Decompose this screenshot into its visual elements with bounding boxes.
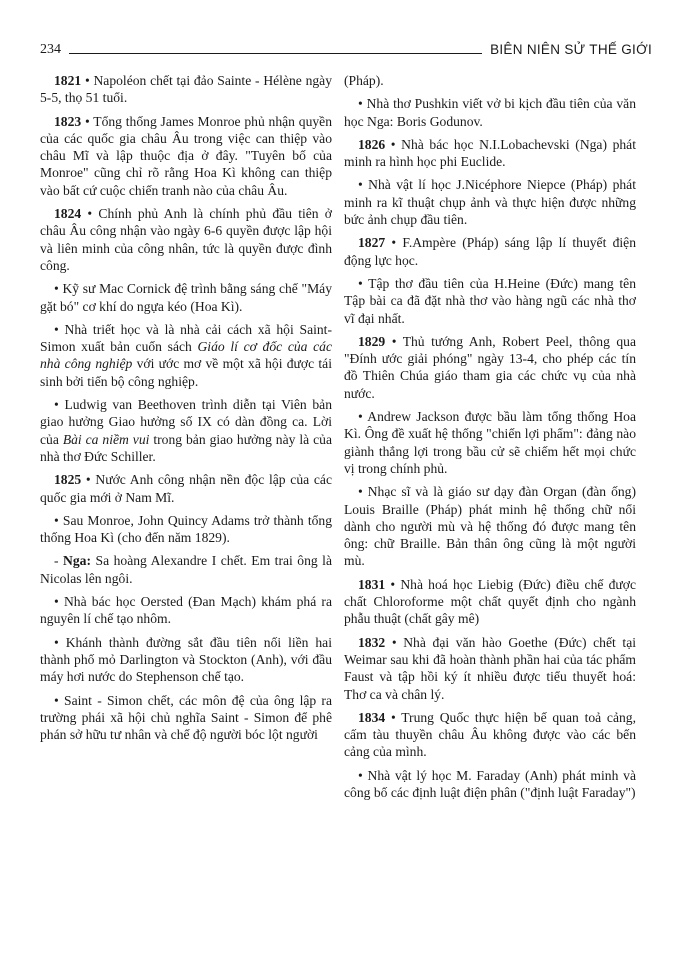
entry-text: • Kỹ sư Mac Cornick đệ trình bằng sáng chế "Máy gặt bó" cơ khí do ngựa kéo (Hoa Kì).: [40, 281, 332, 314]
entry-1832: [344, 634, 636, 703]
entry-year: 1829: [358, 333, 386, 349]
entry-item: [344, 95, 636, 130]
entry-text: • Chính phủ Anh là chính phủ đầu tiên ở châu Âu công nhận vào ngày 6-6 quyền được lập hội và liên minh của công nhân, tức là quyền được đình công.: [40, 206, 332, 273]
entry-text: • Tổng thống James Monroe phủ nhận quyền của các quốc gia châu Âu trong việc can thiệp vào châu Mĩ và lập thuộc địa ở đây. "Tuyên bố của Monroe" cũng chỉ rõ rằng Hoa Kì không can thiệp vào bất cứ cuộc chiến tranh nào của châu Âu.: [40, 113, 332, 198]
entry-1826: [344, 136, 636, 171]
entry-1824: [40, 205, 332, 274]
entry-year: 1821: [54, 73, 82, 88]
entry-text: • Sau Monroe, John Quincy Adams trở thành tổng thống Hoa Kì (cho đến năm 1829).: [40, 512, 332, 546]
entry-year: 1831: [358, 576, 386, 592]
entry-item: [40, 692, 332, 744]
entry-text: • Khánh thành đường sắt đầu tiên nối liền hai thành phố mỏ Darlington và Stockton (Anh), với đầu máy hơi nước do Stephenson chế tạo.: [40, 634, 332, 685]
entry-item: [40, 396, 332, 465]
page-header: [40, 38, 652, 58]
entry-text: -: [54, 553, 64, 569]
entry-text: • Nhà triết học và là nhà cải cách xã hội Saint-Simon xuất bản cuốn sách: [40, 321, 332, 355]
entry-continuation: [344, 72, 636, 89]
entry-text: • Nhà đại văn hào Goethe (Đức) chết tại Weimar sau khi đã hoàn thành phần hai của tác phẩm Faust và tập hồi ký ít nhiều được tiểu thuyết hoá: Thơ ca và chân lý.: [344, 634, 636, 702]
header-rule: [69, 53, 482, 54]
entry-year: 1827: [358, 235, 386, 251]
entry-text: • Nhà bác học Oersted (Đan Mạch) khám phá ra nguyên lí chế tạo nhôm.: [40, 594, 332, 627]
entry-text: • Nhà vật lí học J.Nicéphore Niepce (Pháp) phát minh ra kĩ thuật chụp ảnh và thực hiện được những bức ảnh chụp đầu tiên.: [344, 177, 636, 228]
entry-text: Sa hoàng Alexandre I chết. Em trai ông là Nicolas lên ngôi.: [40, 553, 332, 586]
entry-item: [344, 408, 636, 477]
entry-year: 1834: [358, 709, 386, 725]
entry-text: • Nhạc sĩ và là giáo sư dạy đàn Organ (đàn ống) Louis Braille (Pháp) phát minh hệ thống chữ nổi dành cho người mù và hệ thống đó được mang tên ông: chữ Braille. Bản thân ông cũng là một người mù.: [344, 484, 636, 569]
entry-1829: [344, 333, 636, 402]
entry-1821: [40, 72, 332, 107]
entry-text: • Nhà bác học N.I.Lobachevski (Nga) phát minh ra hình học phi Euclide.: [344, 136, 636, 170]
entry-1834: [344, 709, 636, 761]
entry-item: [40, 552, 332, 587]
left-column: [40, 72, 332, 749]
entry-text: • Nhà thơ Pushkin viết vở bi kịch đầu tiên của văn học Nga: Boris Godunov.: [344, 96, 636, 129]
entry-text: • Tập thơ đầu tiên của H.Heine (Đức) mang tên Tập bài ca đã đặt nhà thơ vào hàng ngũ các nhà thơ vĩ đại nhất.: [344, 275, 636, 326]
entry-item: [344, 483, 636, 569]
entry-text: • Nhà hoá học Liebig (Đức) điều chế được chất Chloroforme một chất quyết định cho ngành phẫu thuật (chất gây mê): [344, 576, 636, 627]
entry-text: • Ludwig van Beethoven trình diễn tại Viên bản giao hưởng Giao hưởng số IX có dàn đồng ca. Lời của: [40, 397, 332, 447]
entry-year: 1826: [358, 136, 386, 152]
entry-item: [40, 321, 332, 390]
entry-text: (Pháp).: [344, 73, 384, 88]
entry-1823: [40, 113, 332, 199]
entry-item: [40, 634, 332, 686]
entry-text: • Nước Anh công nhận nền độc lập của các quốc gia mới ở Nam Mĩ.: [40, 472, 332, 505]
book-title: Giáo lí cơ đốc của các nhà công nghiệp: [40, 339, 332, 372]
entry-text: • Trung Quốc thực hiện bế quan toả cảng, cấm tàu thuyền châu Âu không được vào các bến cảng của mình.: [344, 709, 636, 760]
entry-item: [40, 280, 332, 315]
work-title: Bài ca niềm vui: [62, 431, 150, 447]
entry-year: 1832: [358, 634, 386, 650]
running-title: BIÊN NIÊN SỬ THẾ GIỚI: [490, 42, 652, 57]
entry-year: 1823: [54, 113, 82, 129]
entry-year: 1824: [54, 206, 82, 222]
entry-text: với ước mơ về một xã hội được tái sinh bởi tiến bộ công nghiệp.: [40, 356, 332, 389]
country-label: Nga:: [63, 553, 91, 569]
entry-year: 1825: [54, 472, 82, 488]
entry-item: [40, 593, 332, 628]
entry-1825: [40, 471, 332, 506]
entry-item: [344, 767, 636, 802]
entry-1831: [344, 576, 636, 628]
page-number: 234: [40, 42, 61, 57]
entry-item: [344, 176, 636, 228]
entry-text: • Thủ tướng Anh, Robert Peel, thông qua "Đính ước giải phóng" ngày 13-4, cho phép các tín đồ Thiên Chúa giáo tham gia các chức vụ của nhà nước.: [344, 333, 636, 401]
entry-text: • Saint - Simon chết, các môn đệ của ông lập ra trường phái xã hội chủ nghĩa Saint - Simon để phê phán sở hữu tư nhân và chế độ người bóc lột người: [40, 692, 332, 743]
entry-text: • Nhà vật lý học M. Faraday (Anh) phát minh và công bố các định luật điện phân ("định luật Faraday"): [344, 767, 636, 800]
entry-1827: [344, 234, 636, 269]
entry-text: trong bản giao hưởng này là của nhà thơ Đức Schiller.: [40, 431, 333, 464]
entry-text: • Andrew Jackson được bầu làm tổng thống Hoa Kì. Ông đề xuất hệ thống "chiến lợi phẩm": đảng nào giành thắng lợi trong bầu cử sẽ chiếm hết mọi chức vị trong chính phủ.: [344, 409, 636, 476]
entry-item: [344, 275, 636, 327]
entry-text: • Napoléon chết tại đảo Sainte - Hélène ngày 5-5, thọ 51 tuổi.: [40, 73, 332, 106]
entry-item: [40, 512, 332, 547]
right-column: [344, 72, 636, 807]
entry-text: • F.Ampère (Pháp) sáng lập lí thuyết điện động lực học.: [344, 235, 636, 268]
